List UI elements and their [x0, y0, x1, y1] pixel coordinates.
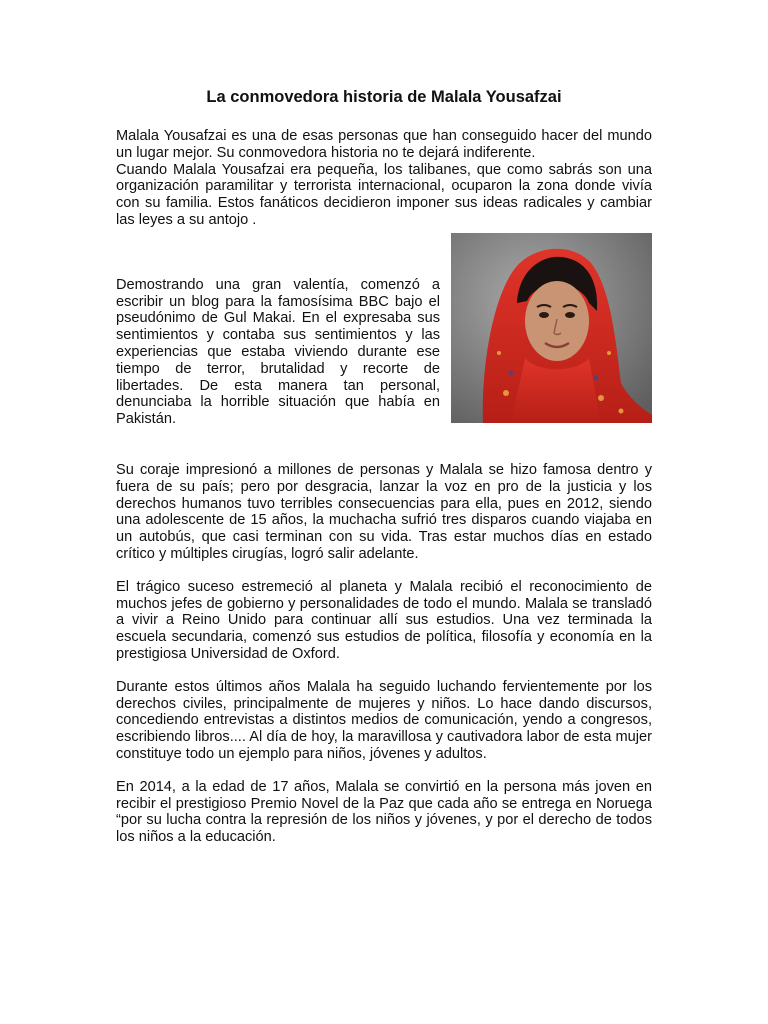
paragraph-activism: Durante estos últimos años Malala ha seguido luchando fervientemente por los derechos civiles, principalmente de mujeres y niños. Lo hace dando discursos, concediendo entrevistas a distintos medios de comunicación, yendo a congresos, escribiendo libros.... Al día de hoy, la maravillosa y cautivadora labor de esta mujer constituye todo un ejemplo para niños, jóvenes y adultos. — [116, 678, 652, 762]
document-page — [116, 86, 652, 846]
blog-section — [116, 233, 652, 428]
paragraph-nobel: En 2014, a la edad de 17 años, Malala se convirtió en la persona más joven en recibir el prestigioso Premio Novel de la Paz que cada año se entrega en Noruega “por su lucha contra la represión de los niños y jóvenes, y por el derecho de todos los niños a la educación. — [116, 778, 652, 846]
paragraph-childhood: Cuando Malala Yousafzai era pequeña, los talibanes, que como sabrás son una organización paramilitar y terrorista internacional, ocuparon la zona donde vivía con su familia. Estos fanáticos decidieron imponer sus ideas radicales y cambiar las leyes a su antojo . — [116, 161, 652, 228]
document-title: La conmovedora historia de Malala Yousafzai — [206, 88, 562, 106]
paragraph-attack: Su coraje impresionó a millones de personas y Malala se hizo famosa dentro y fuera de su país; pero por desgracia, lanzar la voz en pro de la justicia y los derechos humanos tuvo terribles consecuencias para ella, pues en 2012, siendo una adolescente de 15 años, la muchacha sufrió tres disparos cuando viajaba en un autobús, que casi terminan con su vida. Tras estar muchos días en estado crítico y múltiples cirugías, logró salir adelante. — [116, 461, 652, 562]
paragraph-recognition: El trágico suceso estremeció al planeta y Malala recibió el reconocimiento de muchos jefes de gobierno y personalidades de todo el mundo. Malala se transladó a vivir a Reino Unido para continuar allí sus estudios. Una vez terminada la escuela secundaria, comenzó sus estudios de política, filosofía y economía en la prestigiosa Universidad de Oxford. — [116, 578, 652, 662]
paragraph-intro: Malala Yousafzai es una de esas personas que han conseguido hacer del mundo un lugar mejor. Su conmovedora historia no te dejará indiferente. — [116, 128, 652, 161]
malala-portrait-photo — [451, 233, 652, 423]
paragraph-blog: Demostrando una gran valentía, comenzó a escribir un blog para la famosísima BBC bajo el pseudónimo de Gul Makai. En el expresaba sus sentimientos y contaba sus sentimientos y las experiencias que estaba viviendo durante ese tiempo de terror, brutalidad y recorte de libertades. De esta manera tan personal, denunciaba la horrible situación que había en Pakistán. — [116, 276, 440, 428]
